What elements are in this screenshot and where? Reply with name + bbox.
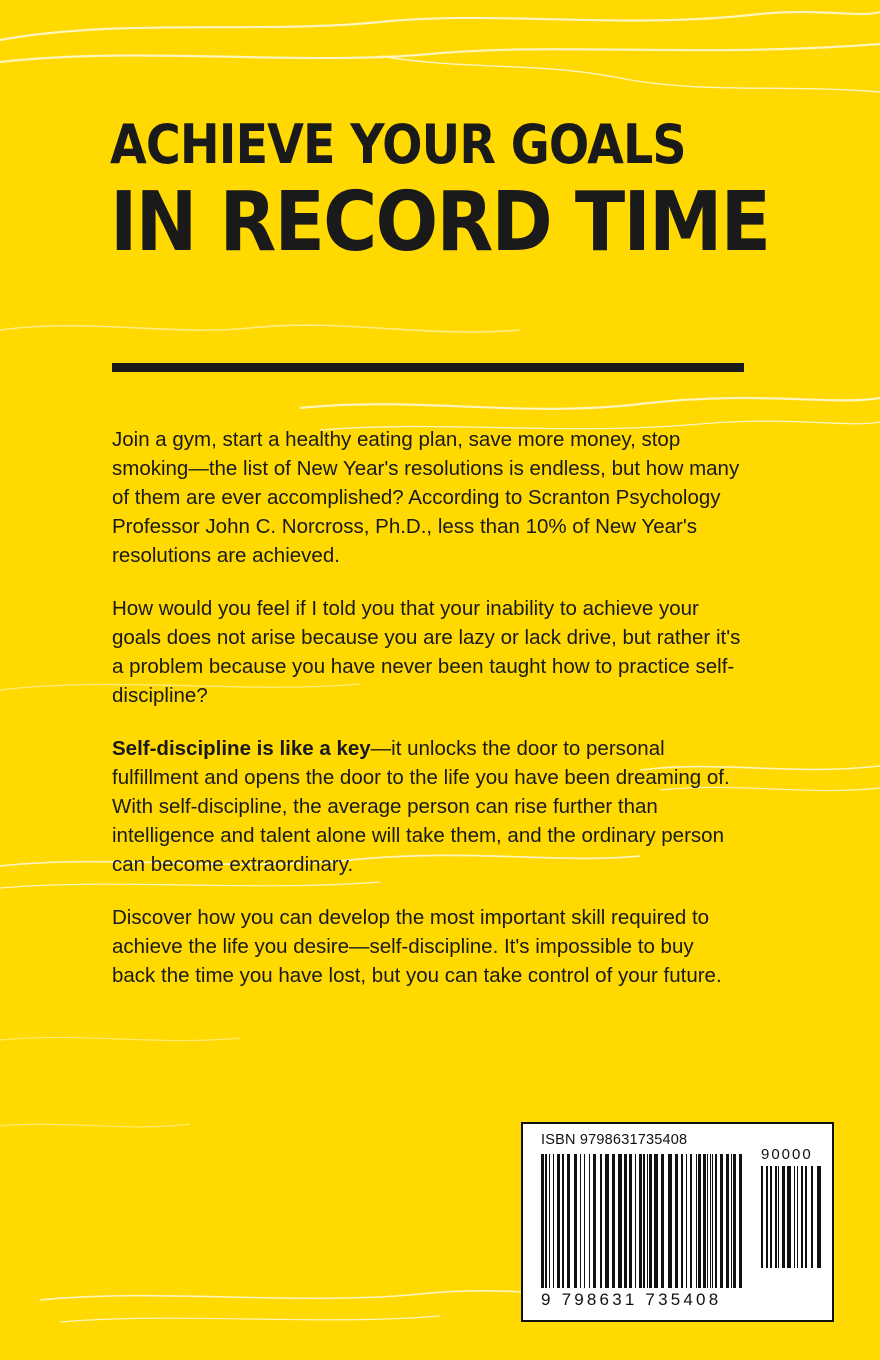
barcode-human-readable: 9 798631 735408	[541, 1290, 722, 1309]
isbn-label: ISBN 9798631735408	[541, 1132, 688, 1148]
blurb-paragraph-3-body: —it unlocks the door to personal fulfillment and opens the door to the life you have been dreaming of. With self-discipline, the average person can rise further than intelligence and talent alone will take them, and the ordinary person can become extraordinary.	[112, 737, 730, 876]
blurb-paragraph-3	[112, 734, 742, 879]
title-line-2: IN RECORD TIME	[110, 175, 770, 270]
blurb-paragraph-2: How would you feel if I told you that your inability to achieve your goals does not arise because you are lazy or lack drive, but rather it's a problem because you have never been taught how to practice self-discipline?	[112, 597, 741, 707]
barcode-bars-main	[541, 1154, 744, 1288]
cover-title-block	[110, 113, 770, 270]
blurb-paragraph-3-lead: Self-discipline is like a key	[112, 737, 371, 760]
barcode-bars-addon	[761, 1166, 823, 1268]
title-line-1: ACHIEVE YOUR GOALS	[110, 113, 686, 176]
title-divider-rule	[112, 363, 744, 372]
barcode-addon-number: 90000	[761, 1146, 813, 1163]
barcode-block	[521, 1122, 834, 1322]
blurb-paragraph-1: Join a gym, start a healthy eating plan, save more money, stop smoking—the list of New Year's resolutions is endless, but how many of them are ever accomplished? According to Scranton Psychology Professor John C. Norcross, Ph.D., less than 10% of New Year's resolutions are achieved.	[112, 428, 740, 567]
blurb-text	[112, 425, 742, 990]
blurb-paragraph-4: Discover how you can develop the most important skill required to achieve the life you desire—self-discipline. It's impossible to buy back the time you have lost, but you can take control of your future.	[112, 906, 722, 987]
